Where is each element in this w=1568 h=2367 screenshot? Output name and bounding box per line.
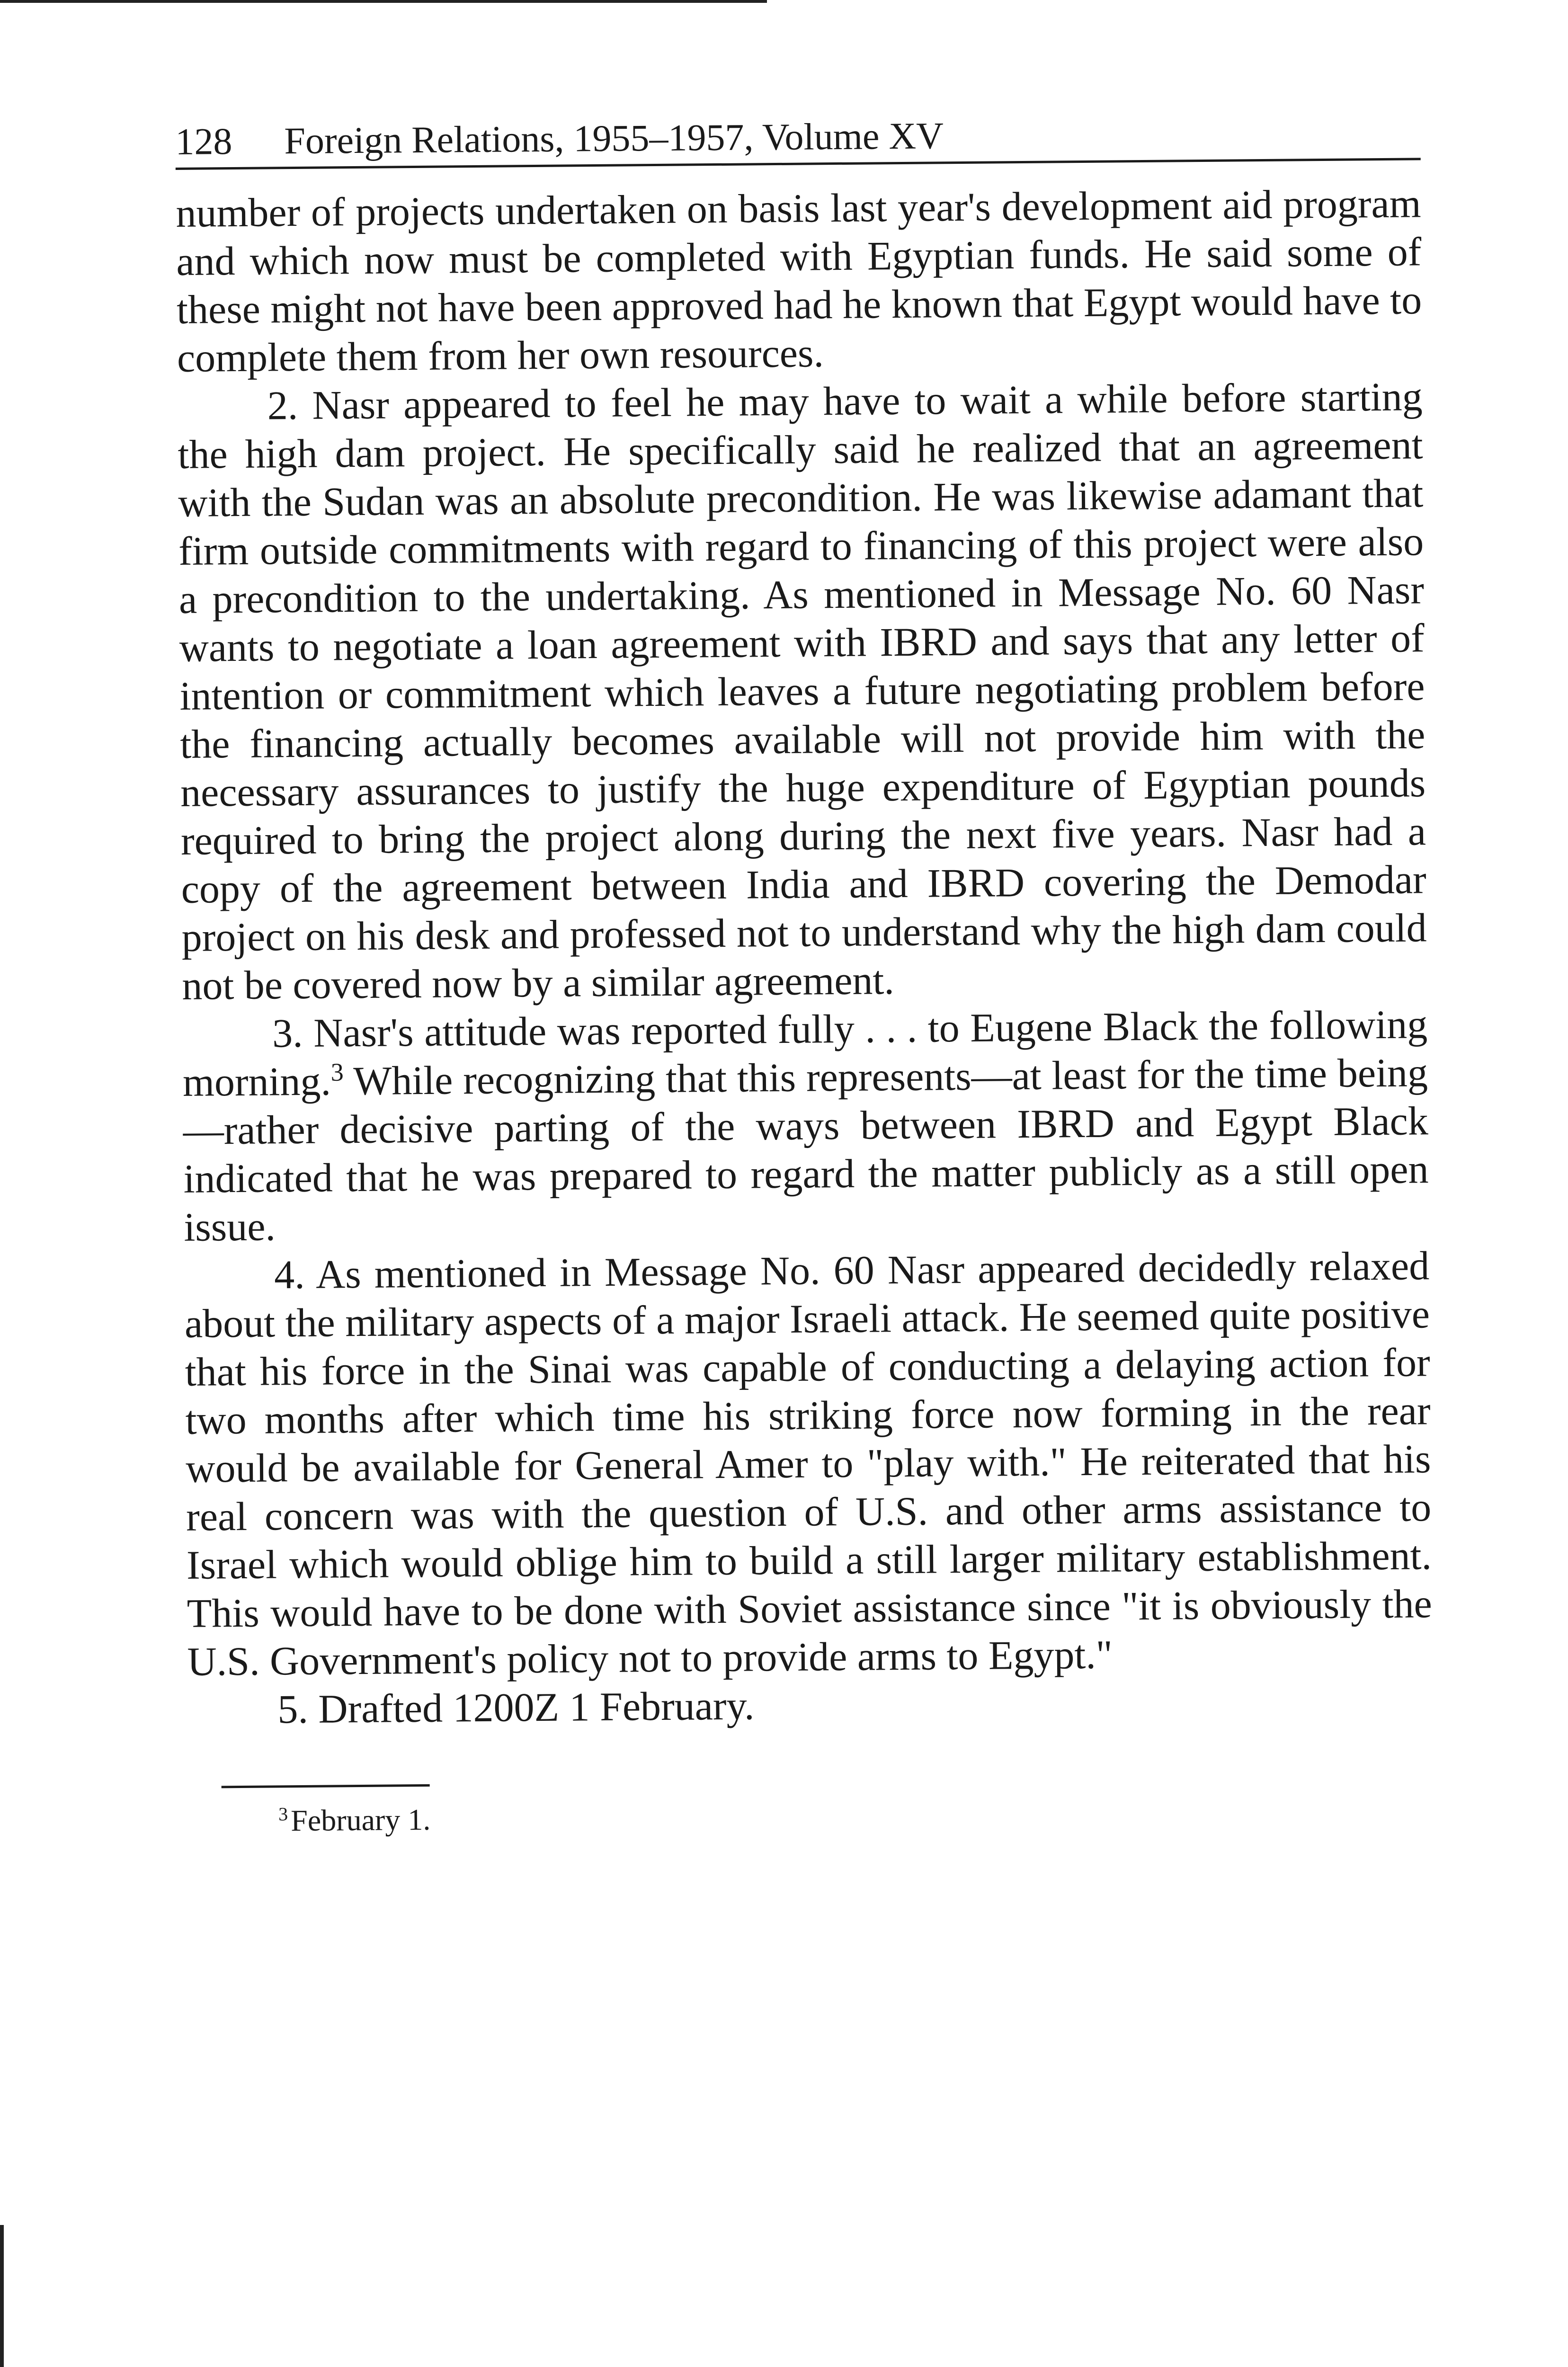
running-head-title: Foreign Relations, 1955–1957, Volume XV (284, 115, 944, 162)
paragraph-2: 2. Nasr appeared to feel he may have to wait a while before starting the high dam project. He specifically said he realized that an agreement with the Sudan was an absolute precondition. He was likewise adamant that firm outside commitments with regard to financing of this project were also a precondition to the undertaking. As mentioned in Message No. 60 Nasr wants to negotiate a loan agreement with IBRD and says that any letter of intention or commitment which leaves a future negotiating problem before the financing actually becomes available will not provide him with the necessary assurances to justify the huge expenditure of Egyptian pounds required to bring the project along during the next five years. Nasr had a copy of the agreement between India and IBRD covering the Demodar project on his desk and professed not to understand why the high dam could not be covered now by a similar agreement. (178, 374, 1427, 1008)
page-number: 128 (175, 121, 232, 163)
paragraph-3 (182, 1000, 1429, 1251)
paragraph-3-text-after: While recognizing that this represents—at least for the time being—rather decisive parting of the ways between IBRD and Egypt Black indicated that he was prepared to regard the matter publicly as a still open issue. (183, 1050, 1429, 1250)
footnote-text: February 1. (290, 1802, 431, 1838)
document-page (175, 108, 1434, 1841)
paragraph-4: 4. As mentioned in Message No. 60 Nasr appeared decidedly relaxed about the military aspects of a major Israeli attack. He seemed quite positive that his force in the Sinai was capable of conducting a delaying action for two months after which time his striking force now forming in the rear would be available for General Amer to "play with." He reiterated that his real concern was with the question of U.S. and other arms assistance to Israel which would oblige him to build a still larger military establishment. This would have to be done with Soviet assistance since "it is obviously the U.S. Government's policy not to provide arms to Egypt." (184, 1243, 1433, 1684)
footnote-reference: 3 (330, 1058, 344, 1086)
footnote-number: 3 (278, 1803, 288, 1825)
scan-edge-top (0, 0, 767, 3)
footnote (278, 1793, 1434, 1840)
scan-edge-left (0, 2225, 4, 2367)
footnote-divider (222, 1784, 430, 1788)
running-head (175, 108, 1421, 170)
body-text (176, 179, 1433, 1734)
paragraph-5: 5. Drafted 1200Z 1 February. (277, 1682, 755, 1732)
paragraph-continued: number of projects undertaken on basis last year's development aid program and which now must be completed with Egyptian funds. He said some of these might not have been approved had he known that Egypt would have to complete them from her own resources. (176, 180, 1422, 381)
paragraph-3-text-before: 3. Nasr's attitude was reported fully . . . to Eugene Black the following morning. (182, 1001, 1428, 1105)
